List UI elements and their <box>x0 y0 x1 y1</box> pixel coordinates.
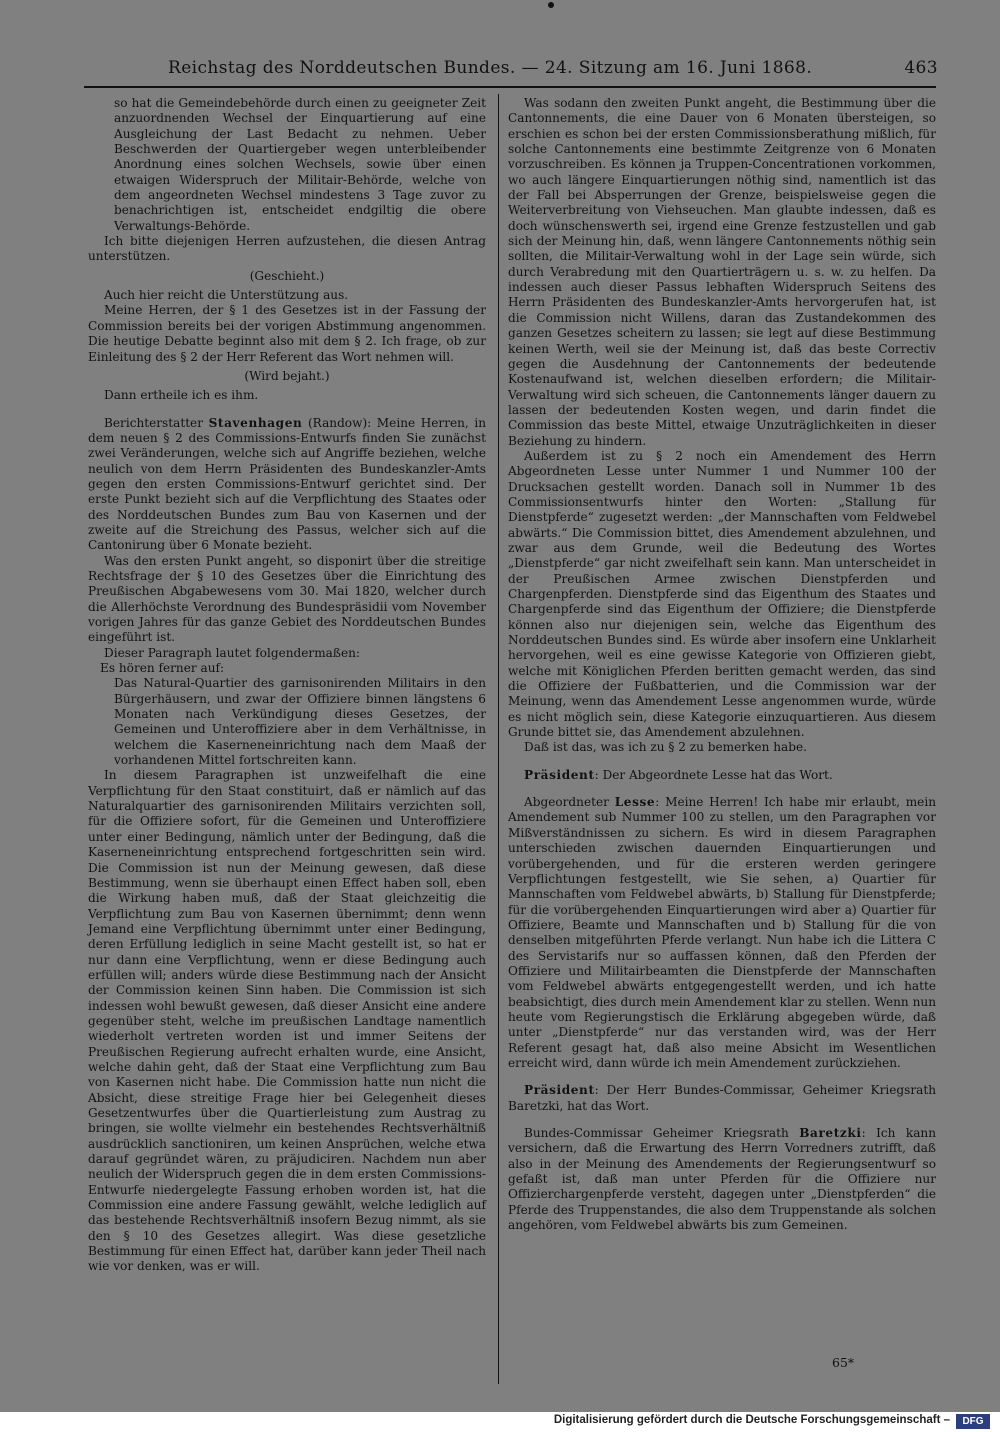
right-column <box>508 96 936 1233</box>
dfg-logo: DFG <box>956 1414 990 1429</box>
quoted-heading: Es hören ferner auf: <box>100 661 225 676</box>
speech-paragraph <box>508 1083 936 1114</box>
speaker-suffix: : <box>594 1083 607 1098</box>
speech-paragraph <box>508 795 936 1071</box>
speaker-suffix: : <box>655 795 666 810</box>
speaker-role: Bundes-Commissar Geheimer Kriegsrath <box>524 1126 800 1140</box>
speaker-suffix: : <box>861 1126 877 1140</box>
funding-credit: Digitalisierung gefördert durch die Deutsche Forschungsgemeinschaft – <box>553 1414 950 1426</box>
speaker-name: Lesse <box>614 795 656 810</box>
speech-paragraph <box>88 416 486 554</box>
footer-bar <box>0 1412 1000 1432</box>
body-paragraph: Was den ersten Punkt angeht, so disponirt über die streitige Rechtsfrage der § 10 des Gesetzes über die Einrichtung des Preußischen Abgabewesens vom 30. Mai 1820, welcher durch die Allerhöchste Verordnung des Bundespräsidii vom November vorigen Jahres für das ganze Gebiet des Norddeutschen Bundes eingeführt ist. <box>88 553 486 645</box>
speech-text: Meine Herren! Ich habe mir erlaubt, mein Amendement sub Nummer 100 zu stellen, um den Paragraphen vor Mißverständnissen zu sichern. Es wird in diesem Paragraphen unterschieden zwischen dauernden Einquartierungen und vorübergehenden, und für die ersteren werden geringere Verpflichtungen festgestellt, wie Sie sehen, a) Quartier für Mannschaften vom Feldwebel abwärts, b) Stallung für Dienstpferde; für die vorübergehenden Einquartierungen wird aber a) Quartier für Offiziere, Beamte und Mannschaften und b) Stallung für die von denselben mitgeführten Pferde verlangt. Nun habe ich die Littera C des Servistarifs nur so auffassen können, daß den Pferden der Offiziere und Militairbeamten die Dienstpferde der Mannschaften vom Feldwebel abwärts entgegengestellt werden, und ich hatte beabsichtigt, dies durch mein Amendement klar zu stellen. Wenn nun heute vom Regierungstisch die Erklärung abgegeben würde, daß unter „Dienstpferde“ nur das verstanden wird, was der Herr Referent gesagt hat, daß also meine Absicht im Wesentlichen erreicht wird, dann würde ich mein Amendement zurückziehen. <box>508 795 936 1070</box>
body-paragraph: In diesem Paragraphen ist unzweifelhaft die eine Verpflichtung für den Staat constituirt, daß er nämlich auf das Naturalquartier des garnisonirenden Militairs verzichten soll, für die Offiziere sofort, für die Gemeinen und Unteroffiziere unter einer Bedingung, nämlich unter der Bedingung, daß die Kaserneneinrichtung entsprechend fortgeschritten sein wird. Die Commission ist nun der Meinung gewesen, daß diese Bestimmung, wenn sie überhaupt einen Effect haben soll, eben die Wirkung haben muß, daß der Staat gleichzeitig die Verpflichtung zum Bau von Kasernen übernimmt; denn wenn Jemand eine Verpflichtung übernimmt unter einer Bedingung, deren Erfüllung lediglich in seine Macht gestellt ist, so hat er nur dann eine Verpflichtung, wenn er diese Bedingung auch erfüllen will; anders würde diese Bestimmung nach der Ansicht der Commission keinen Sinn haben. Die Commission ist sich indessen wohl bewußt gewesen, daß dieser Ansicht eine andere gegenüber steht, welche im preußischen Landtage namentlich wiederholt vertreten worden ist und immer Seitens der Preußischen Regierung aufrecht erhalten wurde, eine Ansicht, welche dahin geht, daß der Staat eine Verpflichtung zum Bau von Kasernen nicht habe. Die Commission hatte nun nicht die Absicht, diese streitige Frage hier bei Gelegenheit dieses Gesetzentwurfes über die Quartierleistung zum Austrag zu bringen, sie wollte vielmehr ein bestehendes Rechtsverhältniß ausdrücklich sanctioniren, um keinen Ansprüchen, welche etwa darauf gegründet wären, zu präjudiciren. Nachdem nun aber neulich der Widerspruch gegen die in dem ersten Commissions-Entwurfe niedergelegte Fassung erhoben worden ist, hat die Commission eine andere Fassung gewählt, welche lediglich auf das bestehende Rechtsverhältniß insofern Bezug nimmt, als sie den § 10 des Gesetzes allegirt. Was diese gesetzliche Bestimmung für einen Effect hat, darüber kann jeder Theil nach wie vor denken, was er will. <box>88 768 486 1274</box>
speech-text: Ich kann versichern, daß die Erwartung des Herrn Vorredners zutrifft, daß also in der Meinung des Amendements der Regierungsentwurf so gefaßt ist, daß man unter Pferden für die Offiziere nur Offizierchargenpferde versteht, dagegen unter „Dienstpferden“ die Pferde des Truppenstandes, die also dem Truppenstande als solchen angehören, vom Feldwebel abwärts bis zum Gemeinen. <box>508 1126 936 1233</box>
speech-text: Meine Herren, in dem neuen § 2 des Commissions-Entwurfs finden Sie zunächst zwei Veränderungen, welche sich auf Angriffe beziehen, welche neulich von dem Herrn Präsidenten des Bundeskanzler-Amts gegen den ersten Commissions-Entwurf gerichtet sind. Der erste Punkt bezieht sich auf die Verpflichtung des Staates oder des Norddeutschen Bundes zum Bau von Kasernen und der zweite auf die Streichung des Passus, welcher sich auf die Cantonirung über 6 Monate bezieht. <box>88 415 486 553</box>
speech-paragraph <box>508 1126 936 1233</box>
stage-direction: (Wird bejaht.) <box>244 368 330 383</box>
body-paragraph: Ich bitte diejenigen Herren aufzustehen, die diesen Antrag unterstützen. <box>88 234 486 264</box>
body-paragraph: Was sodann den zweiten Punkt angeht, die Bestimmung über die Cantonnements, die eine Dauer von 6 Monaten übersteigen, so erschien es schon bei der ersten Commissionsberathung mißlich, für solche Cantonnements eine bestimmte Zeitgrenze von 6 Monaten vorzuschreiben. Es können ja Truppen-Concentrationen vorkommen, wo auch längere Einquartierungen nöthig sind, namentlich ist das der Fall bei Absperrungen der Grenze, beispielsweise gegen die Weiterverbreitung von Viehseuchen. Man glaubte indessen, daß es doch wünschenswerth sei, irgend eine Grenze festzustellen und gab sich der Meinung hin, daß, wenn längere Cantonnements nöthig sein sollten, die Militair-Verwaltung wohl in der Lage sein würde, sich durch Verabredung mit den Quartierträgern u. s. w. zu helfen. Da indessen auch dieser Passus lebhaften Widerspruch Seitens des Herrn Präsidenten des Bundeskanzler-Amts hervorgerufen hat, ist die Commission nicht Willens, daran das Zustandekommen des ganzen Gesetzes scheitern zu lassen; sie legt auf diese Bestimmung keinen Werth, weil sie der Meinung ist, daß das beste Correctiv gegen die Ausdehnung der Cantonnements der bedeutende Kostenaufwand ist, welchen dieselben erfordern; die Militair-Verwaltung wird sich scheuen, die Cantonnements länger dauern zu lassen der bedeutenden Kosten wegen, und darin findet die Commission das beste Mittel, etwaige Unzuträglichkeiten in dieser Beziehung zu hindern. <box>508 96 936 448</box>
running-header <box>168 58 938 84</box>
speaker-name: Präsident <box>524 1083 595 1098</box>
speaker-name: Stavenhagen <box>208 415 303 430</box>
quoted-text: Das Natural-Quartier des garnisonirenden Militairs in den Bürgerhäusern, und zwar der Offiziere binnen längstens 6 Monaten nach Verkündigung dieses Gesetzes, der Gemeinen und Unteroffiziere aber in dem Verhältnisse, in welchem die Kaserneneinrichtung nach dem Maaß der vorhandenen Mittel fortschreiten kann. <box>114 676 486 768</box>
body-paragraph: Auch hier reicht die Unterstützung aus. <box>104 288 349 303</box>
body-paragraph: Meine Herren, der § 1 des Gesetzes ist in der Fassung der Commission bereits bei der vorigen Abstimmung angenommen. Die heutige Debatte beginnt also mit dem § 2. Ich frage, ob zur Einleitung des § 2 der Herr Referent das Wort nehmen will. <box>88 303 486 364</box>
header-title: Reichstag des Norddeutschen Bundes. — 24. Sitzung am 16. Juni 1868. <box>168 58 813 78</box>
header-rule <box>84 86 936 88</box>
body-paragraph: Außerdem ist zu § 2 noch ein Amendement des Herrn Abgeordneten Lesse unter Nummer 1 und Nummer 100 der Drucksachen gestellt worden. Danach soll in Nummer 1b des Commissionsentwurfs hinter den Worten: „Stallung für Dienstpferde“ zugesetzt werden: „der Mannschaften vom Feldwebel abwärts.“ Die Commission bittet, dies Amendement abzulehnen, und zwar aus dem Grunde, weil die Bedeutung des Wortes „Dienstpferde“ gar nicht zweifelhaft sein kann. Man unterscheidet in der Preußischen Armee zwischen Dienstpferden und Chargenpferden. Dienstpferde sind das Eigenthum des Staates und Chargenpferde sind das Eigenthum der Offiziere; die Dienstpferde können also nur diejenigen sein, welche das Eigenthum des Norddeutschen Bundes sind. Es würde aber insofern eine Unklarheit hervorgehen, weil es eine gewisse Kategorie von Offizieren giebt, welche mit Königlichen Pferden beritten gemacht werden, das sind die Offiziere der Fußbatterien, und die Commission war der Meinung, wenn das Amendement Lesse angenommen wurde, würde es nicht möglich sein, diese Kategorie einzuquartieren. Aus diesem Grunde bittet sie, das Amendement abzulehnen. <box>508 448 936 740</box>
speech-text: Der Abgeordnete Lesse hat das Wort. <box>602 767 833 782</box>
speaker-role: Berichterstatter <box>104 415 209 430</box>
page-number: 463 <box>904 58 938 78</box>
speaker-suffix: : <box>594 767 603 782</box>
speaker-role: Abgeordneter <box>524 795 615 810</box>
scan-mark <box>548 2 554 8</box>
stage-direction: (Geschieht.) <box>249 268 325 283</box>
column-divider <box>498 94 499 1384</box>
body-paragraph: Dann ertheile ich es ihm. <box>104 388 259 403</box>
speaker-name: Präsident <box>524 767 595 782</box>
sheet-signature: 65* <box>832 1355 855 1370</box>
quoted-text: so hat die Gemeindebehörde durch einen zu geeigneter Zeit anzuordnenden Wechsel der Einquartierung auf eine Ausgleichung der Last Bedacht zu nehmen. Ueber Beschwerden der Quartiergeber wegen unterbleibender Anordnung eines solchen Wechsels, sowie über einen etwaigen Widerspruch der Militair-Behörde, welche von dem angeordneten Wechsel mindestens 3 Tage zuvor zu benachrichtigen ist, entscheidet endgiltig die obere Verwaltungs-Behörde. <box>114 96 486 233</box>
left-column <box>88 96 486 1275</box>
body-paragraph: Dieser Paragraph lautet folgendermaßen: <box>104 645 360 660</box>
speech-text: Der Herr Bundes-Commissar, Geheimer Kriegsrath Baretzki, hat das Wort. <box>508 1083 936 1113</box>
speaker-name: Baretzki <box>799 1126 862 1140</box>
speaker-suffix: (Randow): <box>302 415 377 430</box>
speech-paragraph <box>508 768 936 783</box>
body-paragraph: Daß ist das, was ich zu § 2 zu bemerken habe. <box>524 740 807 755</box>
